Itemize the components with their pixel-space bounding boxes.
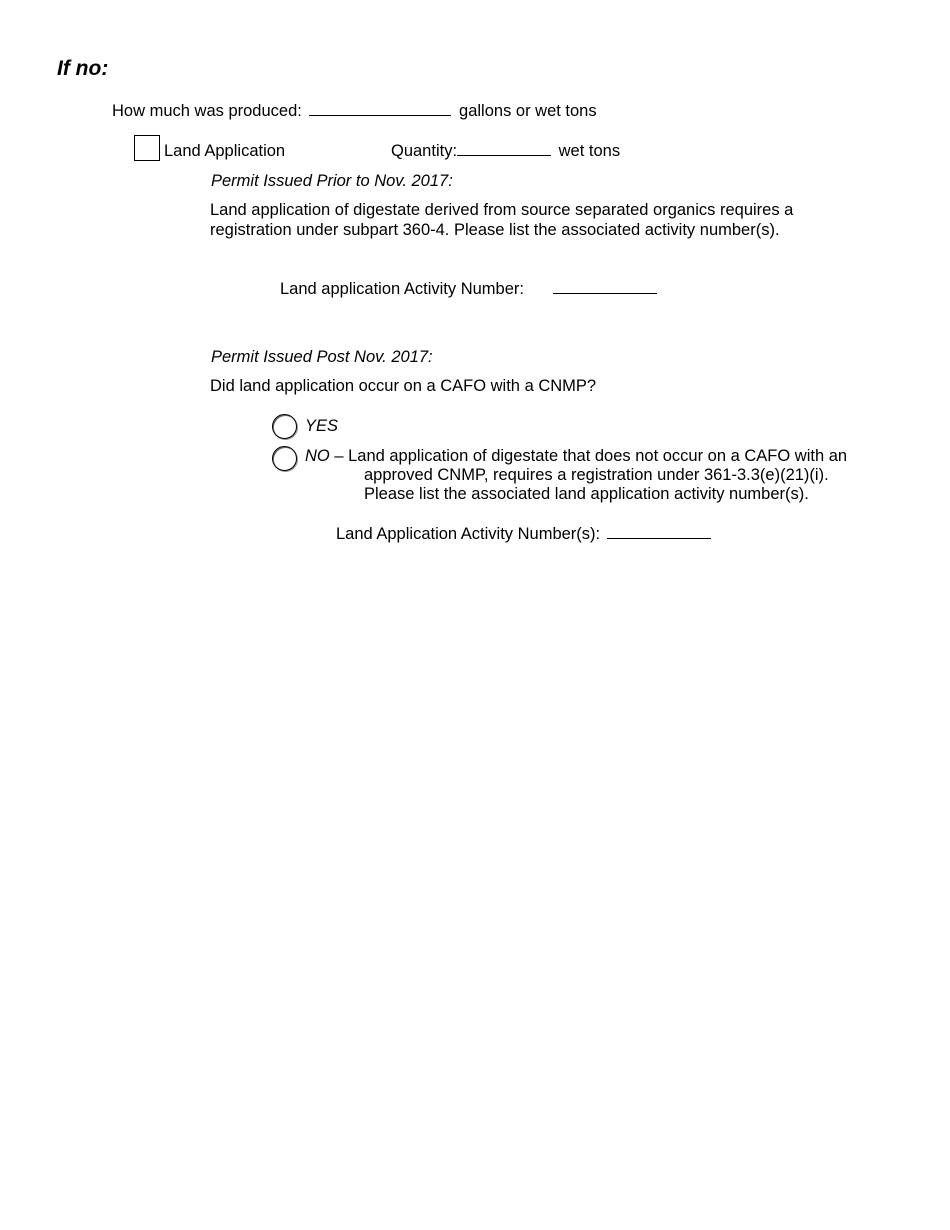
produced-amount-field[interactable] [309,101,451,116]
no-label: NO [305,447,330,465]
produced-label: How much was produced: [112,102,302,120]
produced-row [112,101,597,121]
quantity-row [391,141,620,161]
post-activity-label: Land Application Activity Number(s): [336,525,601,543]
prior-paragraph-line-1: Land application of digestate derived from source separated organics requires a [210,201,794,219]
produced-unit: gallons or wet tons [459,102,597,120]
quantity-label: Quantity: [391,142,458,160]
no-description-line-3: Please list the associated land application activity number(s). [364,485,809,503]
quantity-unit: wet tons [558,142,621,160]
no-row [305,446,847,466]
post-activity-row [336,524,711,544]
prior-activity-row [280,279,657,299]
yes-label: YES [305,417,339,435]
yes-radio[interactable] [272,414,297,439]
post-permit-title: Permit Issued Post Nov. 2017: [211,348,433,366]
post-activity-number-field[interactable] [607,524,711,539]
prior-activity-label: Land application Activity Number: [280,280,524,298]
prior-paragraph-line-2: registration under subpart 360-4. Please list the associated activity number(s). [210,221,780,239]
no-description-line-2: approved CNMP, requires a registration under 361-3.3(e)(21)(i). [364,466,829,484]
prior-activity-number-field[interactable] [553,279,657,294]
land-application-checkbox[interactable] [134,135,160,161]
cafo-question: Did land application occur on a CAFO with a CNMP? [210,377,597,395]
no-radio[interactable] [272,446,297,471]
quantity-field[interactable] [457,141,551,156]
section-heading: If no: [57,57,109,80]
no-description-line-1: – Land application of digestate that does not occur on a CAFO with an [329,447,848,465]
land-application-label: Land Application [164,142,286,160]
prior-permit-title: Permit Issued Prior to Nov. 2017: [211,172,453,190]
